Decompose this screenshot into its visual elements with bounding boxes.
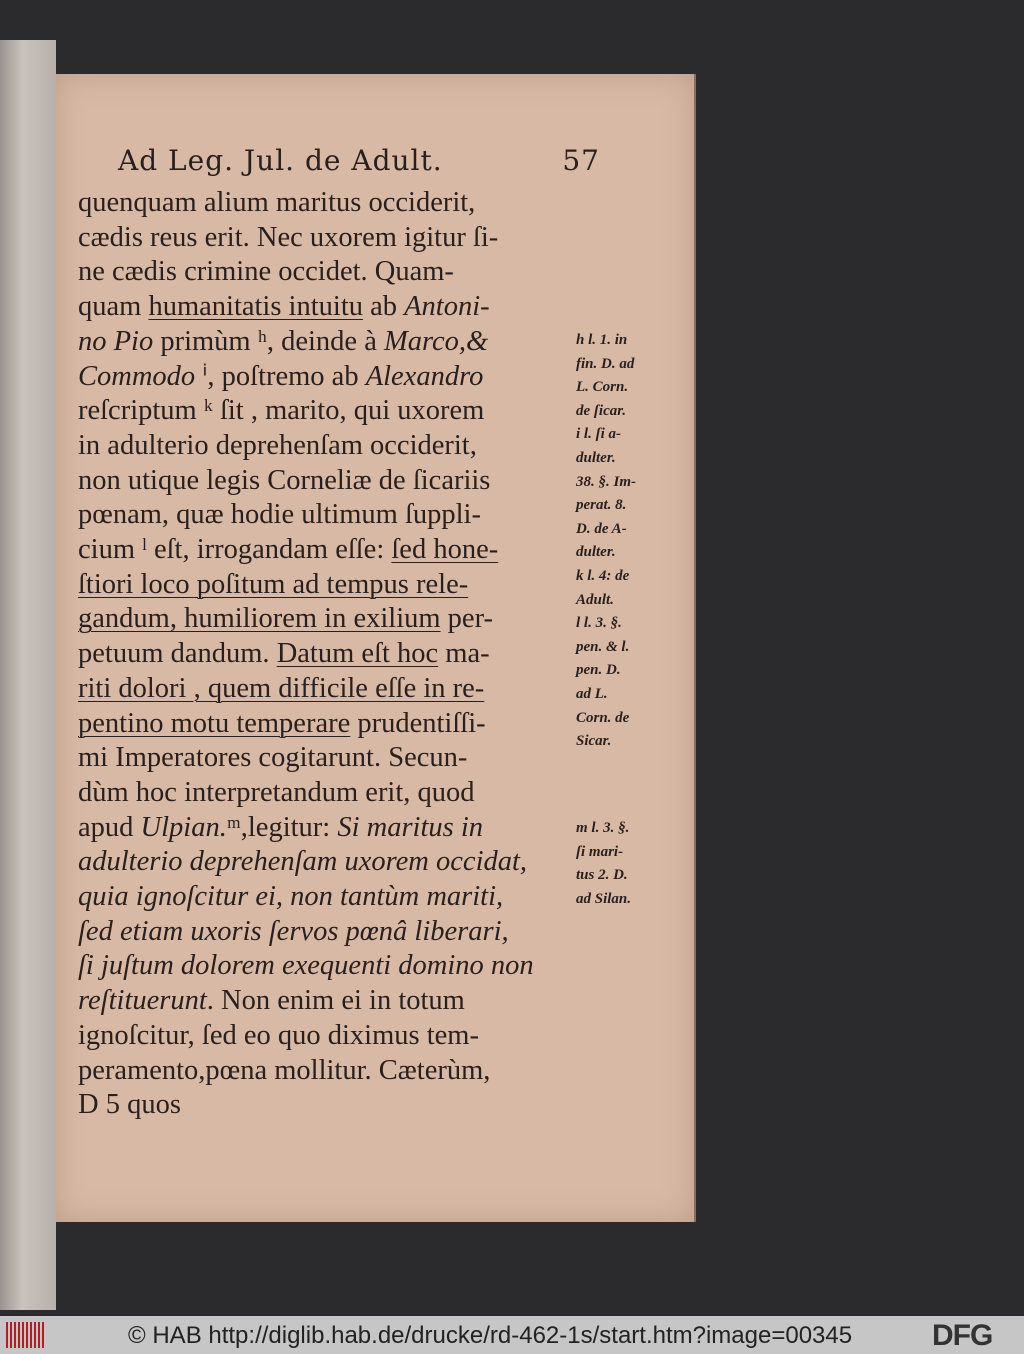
dfg-logo: DFG	[932, 1319, 993, 1352]
text-segment: peramento,pœna mollitur. Cæterùm,	[78, 1054, 491, 1086]
text-segment: Si maritus in	[337, 811, 484, 843]
text-line	[78, 429, 477, 463]
text-segment: cædis reus erit. Nec uxorem igitur ſi-	[78, 221, 499, 253]
margin-note: m l. 3. §.	[576, 820, 630, 836]
text-line	[78, 637, 490, 671]
text-segment: ⁱ, poſtremo ab	[195, 360, 366, 392]
margin-note: dulter.	[576, 450, 616, 466]
text-line	[78, 915, 509, 949]
adjacent-page-edge	[0, 40, 56, 1310]
text-segment: adulterio deprehenſam uxorem occidat,	[78, 846, 528, 878]
text-segment: reſcriptum ᵏ ſit , marito, qui uxorem	[78, 395, 485, 427]
text-segment: quia ignoſcitur ei, non tantùm mariti,	[78, 881, 504, 912]
running-header	[118, 144, 600, 177]
text-line	[78, 1088, 181, 1122]
text-segment: Alexandro	[365, 360, 484, 392]
margin-note: i l. ſi a-	[576, 426, 621, 443]
text-line	[78, 186, 475, 220]
margin-note: de ſicar.	[576, 402, 626, 419]
text-segment: gandum, humiliorem in exilium	[78, 603, 441, 635]
text-line	[78, 845, 527, 879]
margin-note: D. de A-	[576, 520, 627, 537]
text-segment: humanitatis intuitu	[148, 291, 363, 323]
copyright-url[interactable]: © HAB http://diglib.hab.de/drucke/rd-462-1s/start.htm?image=00345	[128, 1322, 853, 1349]
text-segment: pentino motu temperare	[78, 707, 351, 739]
margin-note: ſi mari-	[576, 843, 624, 860]
text-line	[78, 568, 468, 602]
margin-note: 38. §. Im-	[576, 473, 636, 490]
text-segment: D 5 quos	[78, 1089, 181, 1121]
text-line	[78, 221, 498, 255]
margin-note: pen. & l.	[576, 638, 630, 655]
text-line	[78, 602, 493, 636]
text-line	[78, 880, 503, 914]
text-segment: ma-	[438, 638, 490, 670]
footer-bar	[0, 1316, 1024, 1354]
text-segment: quam	[78, 291, 149, 323]
margin-note: ad L.	[576, 686, 608, 702]
text-segment: ᵐ,legitur:	[226, 811, 338, 843]
text-segment: ſed etiam uxoris ſervos pœnâ liberari,	[78, 915, 509, 947]
text-line	[78, 394, 484, 428]
margin-note: Adult.	[576, 591, 614, 608]
text-line	[78, 498, 481, 532]
running-title: Ad Leg. Jul. de Adult.	[118, 144, 443, 177]
margin-note: h l. 1. in	[576, 332, 628, 348]
text-line	[78, 1054, 490, 1088]
text-line	[78, 741, 467, 775]
text-segment: ne cædis crimine occidet. Quam-	[78, 256, 454, 288]
margin-note: dulter.	[576, 544, 616, 561]
text-segment: mi Imperatores cogitarunt. Secun-	[78, 742, 468, 774]
text-segment: dùm hoc interpretandum erit, quod	[78, 776, 475, 808]
page-number: 57	[562, 144, 600, 177]
text-segment: Antoni-	[404, 291, 490, 323]
margin-note: fin. D. ad	[576, 355, 635, 372]
text-line	[78, 776, 475, 810]
text-line	[78, 949, 534, 983]
text-segment: no Pio	[78, 325, 154, 357]
text-segment: riti dolori , quem difficile eſſe in re-	[78, 672, 485, 704]
text-segment: ſed hone-	[391, 534, 499, 565]
text-segment: per-	[440, 603, 493, 635]
text-line	[78, 464, 490, 498]
text-segment: cium ˡ eſt, irrogandam eſſe:	[78, 534, 392, 565]
text-segment: Commodo	[78, 360, 196, 392]
margin-note: Corn. de	[576, 709, 630, 726]
text-segment: petuum dandum.	[78, 638, 277, 670]
text-segment: in adulterio deprehenſam occiderit,	[78, 429, 477, 461]
text-line	[78, 707, 486, 741]
text-line	[78, 1019, 479, 1053]
text-segment: ſtiori loco poſitum ad tempus rele-	[78, 568, 469, 600]
text-segment: Marco,&	[383, 325, 489, 357]
text-line	[78, 984, 465, 1018]
text-segment: ab	[362, 291, 405, 323]
text-segment: . Non enim ei in totum	[206, 985, 465, 1017]
margin-note: L. Corn.	[576, 379, 629, 396]
text-segment: reſtituerunt	[78, 985, 207, 1017]
text-line	[78, 360, 483, 394]
margin-note: Sicar.	[576, 733, 612, 750]
text-segment: ſi juſtum dolorem exequenti domino non	[78, 950, 534, 982]
margin-note: perat. 8.	[576, 497, 627, 514]
margin-note: ad Silan.	[576, 890, 632, 907]
text-line	[78, 255, 454, 289]
book-page	[56, 74, 696, 1222]
text-segment: non utique legis Corneliæ de ſicariis	[78, 464, 491, 496]
text-segment: prudentiſſi-	[350, 707, 486, 739]
text-segment: apud	[78, 811, 141, 843]
text-segment: Datum eſt hoc	[276, 638, 439, 670]
text-line	[78, 290, 490, 324]
text-segment: Ulpian.	[140, 811, 227, 843]
text-line	[78, 533, 498, 567]
text-line	[78, 811, 483, 845]
text-segment: quenquam alium maritus occiderit,	[78, 187, 476, 218]
margin-note: pen. D.	[576, 662, 621, 679]
margin-note: tus 2. D.	[576, 867, 628, 884]
text-segment: ignoſcitur, ſed eo quo diximus tem-	[78, 1019, 479, 1051]
margin-note: l l. 3. §.	[576, 615, 622, 632]
text-line	[78, 672, 484, 706]
text-line	[78, 325, 488, 359]
text-segment: primùm ʰ, deinde à	[153, 325, 384, 357]
text-segment: pœnam, quæ hodie ultimum ſuppli-	[78, 499, 481, 531]
margin-note: k l. 4: de	[576, 568, 630, 584]
hab-logo-icon	[6, 1322, 46, 1348]
